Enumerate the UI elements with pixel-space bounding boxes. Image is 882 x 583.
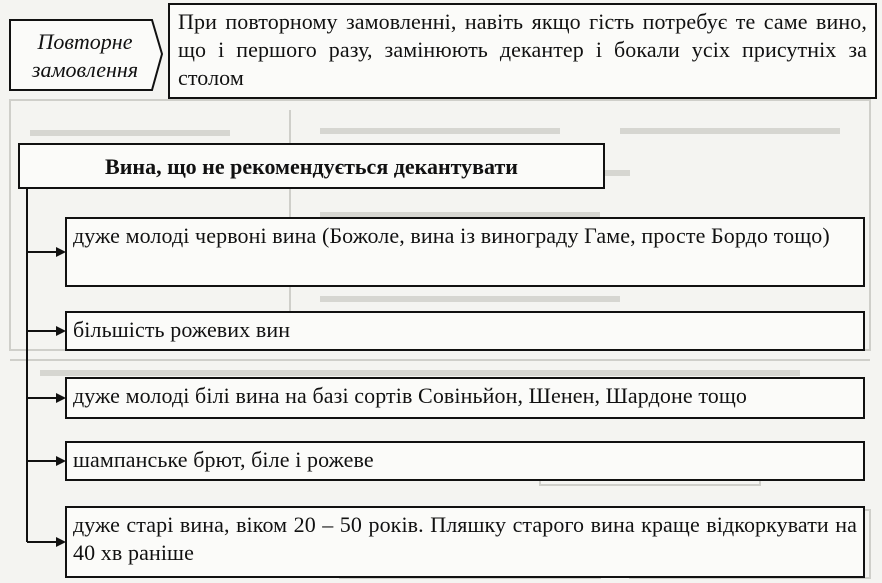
- list-item-text: більшість рожевих вин: [73, 317, 291, 342]
- list-title: Вина, що не рекомендується декантувати: [105, 154, 518, 179]
- note-box: [168, 3, 877, 99]
- list-item: [65, 441, 865, 481]
- list-item: [65, 217, 865, 287]
- list-item: [65, 506, 865, 578]
- tag-label: Повторне замовлення: [31, 29, 139, 82]
- list-item-text: дуже молоді червоні вина (Божоле, вина із винограду Гаме, просте Бордо тощо): [73, 223, 830, 248]
- note-text: При повторному замовленні, навіть якщо гість потребує те саме вино, що і першого разу, замінюють декантер і бокали усіх присутніх за столом: [178, 9, 867, 90]
- list-item: [65, 377, 865, 419]
- list-item-text: шампанське брют, біле і рожеве: [73, 447, 374, 472]
- list-item-text: дуже старі вина, віком 20 – 50 років. Пляшку старого вина краще відкоркувати на 40 хв раніше: [73, 512, 857, 565]
- list-item: [65, 311, 865, 351]
- list-header-box: [18, 143, 605, 189]
- list-item-text: дуже молоді білі вина на базі сортів Совіньйон, Шенен, Шардоне тощо: [73, 383, 748, 408]
